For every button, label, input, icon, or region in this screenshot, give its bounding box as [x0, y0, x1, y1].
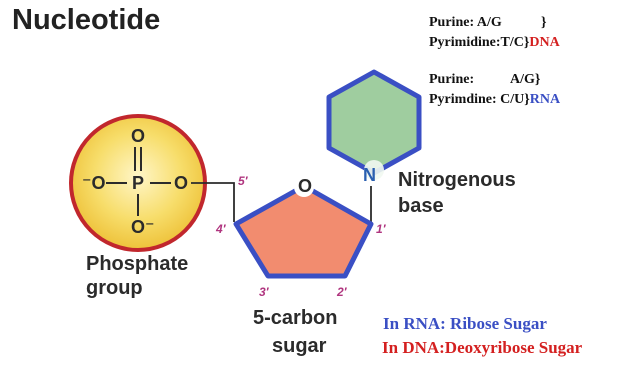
carbon-1-label: 1′ — [376, 222, 386, 236]
rna-purine-bases: A/G} — [510, 72, 541, 87]
base-ring — [329, 72, 419, 173]
phosphate-bottom-oxygen: O⁻ — [131, 217, 155, 237]
nitrogen-atom: N — [363, 165, 376, 185]
ring-oxygen: O — [298, 176, 313, 196]
dna-pyrimidine-text: Pyrimidine:T/C} — [429, 35, 530, 50]
rna-pyrimidine-key — [429, 92, 560, 108]
phosphate-top-oxygen: O — [131, 126, 146, 146]
dna-purine-text: Purine: A/G — [429, 15, 502, 30]
carbon-5-label: 5′ — [238, 174, 248, 188]
phosphate-right-oxygen: O — [174, 173, 189, 193]
dna-purine-brace: } — [541, 15, 547, 30]
rna-tag: RNA — [529, 92, 561, 107]
sugar-ring — [236, 186, 371, 276]
phosphate-left-oxygen: ⁻O — [82, 173, 106, 193]
carbon-4-label: 4′ — [216, 222, 226, 236]
phosphate-label-line2: group — [86, 277, 143, 299]
base-label-line2: base — [398, 195, 444, 217]
phosphate-label-line1: Phosphate — [86, 253, 189, 275]
dna-pyrimidine-key — [429, 35, 560, 51]
diagram-title: Nucleotide — [12, 4, 161, 36]
rna-purine-label: Purine: — [429, 72, 475, 87]
sugar-label-line1: 5-carbon — [253, 307, 338, 329]
sugar-label-line2: sugar — [272, 335, 327, 357]
carbon-2-label: 2′ — [337, 285, 347, 299]
dna-tag: DNA — [529, 35, 560, 50]
phosphorus-atom: P — [132, 173, 145, 193]
rna-sugar-note: In RNA: Ribose Sugar — [383, 314, 547, 333]
carbon-3-label: 3′ — [259, 285, 269, 299]
dna-sugar-note: In DNA:Deoxyribose Sugar — [382, 338, 583, 357]
base-label-line1: Nitrogenous — [398, 169, 516, 191]
rna-pyrimidine-text: Pyrimdine: C/U} — [429, 92, 530, 107]
